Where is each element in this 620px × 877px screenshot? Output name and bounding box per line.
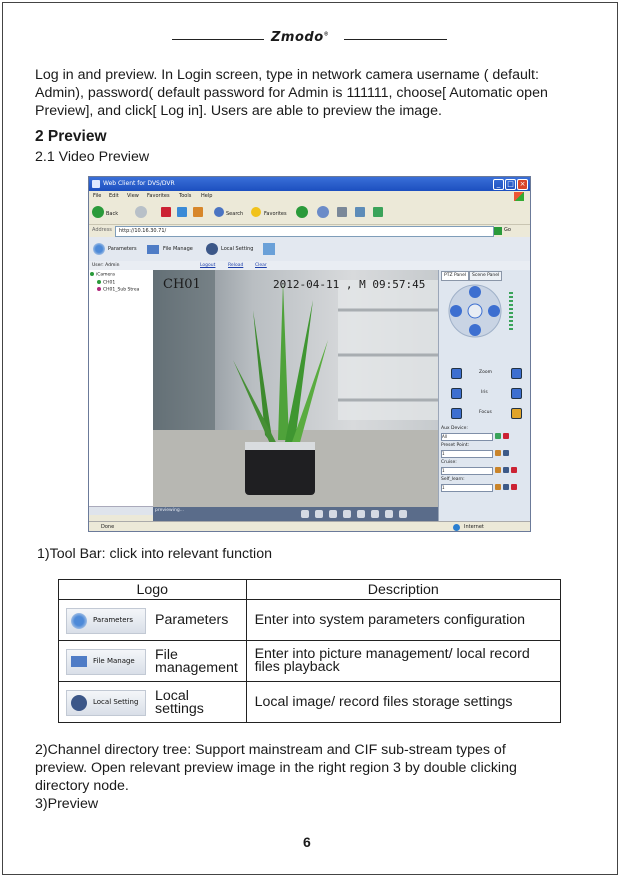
- stop-icon[interactable]: [161, 207, 171, 217]
- preset-point-select[interactable]: [441, 450, 493, 458]
- outro-line-1: 2)Channel directory tree: Support mainstream and CIF sub-stream types of: [35, 742, 506, 758]
- tree-item-ch01-sub[interactable]: [97, 287, 139, 293]
- badge-label: Local Setting: [93, 698, 139, 706]
- refresh-icon[interactable]: [177, 207, 187, 217]
- timestamp-overlay: 2012-04-11 , M 09:57:45: [273, 278, 426, 291]
- edit-icon[interactable]: [355, 207, 365, 217]
- iris-label: Iris: [481, 390, 488, 395]
- window-title: Web Client for DVS/DVR: [103, 180, 175, 187]
- channel-icon: [97, 280, 101, 284]
- channel-tree: [89, 270, 154, 515]
- logo-cell: [59, 641, 247, 682]
- user-bar: [89, 261, 530, 270]
- ptz-panel: [438, 270, 531, 521]
- aux-device-label: Aux Device:: [441, 426, 468, 431]
- description-cell: [246, 600, 560, 641]
- preset-point-label: Preset Point:: [441, 443, 470, 448]
- intro-line-2: Admin), password( default password for Admin is 111111, choose[ Automatic open: [35, 85, 548, 101]
- tree-root-label: iCamera: [96, 272, 115, 278]
- table-header-row: [59, 580, 561, 600]
- status-done: Done: [101, 524, 115, 530]
- self-learn-label: Self_learn:: [441, 477, 465, 482]
- print-icon[interactable]: [337, 207, 347, 217]
- address-label: Address: [92, 227, 112, 233]
- app-toolbar: [89, 237, 530, 262]
- description-line: Local image/ record files storage settings: [254, 693, 513, 710]
- intro-line-1: Log in and preview. In Login screen, type in network camera username ( default:: [35, 67, 539, 83]
- toolbar-local-setting[interactable]: Local Setting: [221, 246, 254, 252]
- cruise-edit-icon[interactable]: [495, 467, 501, 473]
- intro-line-3: Preview], and click[ Log in]. Users are able to preview the image.: [35, 103, 442, 119]
- header-rule-left: [172, 39, 264, 40]
- local-setting-icon[interactable]: [206, 243, 218, 255]
- home-icon[interactable]: [193, 207, 203, 217]
- logo-name-line-2: management: [155, 660, 238, 676]
- preset-edit-icon[interactable]: [495, 450, 501, 456]
- logo-name-line-1: Local: [155, 688, 189, 704]
- go-button[interactable]: Go: [504, 227, 511, 233]
- outro-line-3: directory node.: [35, 778, 129, 794]
- browser-nav-toolbar: [89, 202, 530, 225]
- iris-open-icon[interactable]: [511, 388, 522, 399]
- search-icon[interactable]: [214, 207, 224, 217]
- section-title: 2 Preview: [35, 128, 107, 145]
- description-cell: [246, 682, 560, 723]
- preset-call-icon[interactable]: [503, 450, 509, 456]
- zoom-in-icon[interactable]: [511, 368, 522, 379]
- stop-preview-icon[interactable]: [399, 510, 407, 518]
- description-line: Enter into picture management/ local record: [254, 646, 530, 662]
- aux-device-value: All: [442, 434, 447, 439]
- file-manage-folder-icon: [71, 656, 87, 667]
- toolbar-caption: 1)Tool Bar: click into relevant function: [37, 546, 272, 562]
- speed-slider[interactable]: [509, 292, 513, 332]
- favorites-star-icon[interactable]: [251, 207, 261, 217]
- header-logo: Logo: [59, 580, 247, 600]
- cruise-start-icon[interactable]: [503, 467, 509, 473]
- brightness-icon[interactable]: [329, 510, 337, 518]
- focus-far-icon[interactable]: [511, 408, 522, 419]
- cruise-value: 1: [442, 468, 445, 473]
- toolbar-parameters[interactable]: Parameters: [108, 246, 137, 252]
- ptz-right-icon[interactable]: [488, 305, 500, 317]
- web-client-screenshot: [88, 176, 531, 532]
- badge-label: Parameters: [93, 616, 134, 624]
- go-arrow-icon[interactable]: [494, 227, 502, 235]
- logo-name: Parameters: [155, 612, 229, 628]
- address-input[interactable]: [115, 226, 494, 237]
- cruise-select[interactable]: [441, 467, 493, 475]
- clear-link[interactable]: Clear: [255, 263, 267, 268]
- tree-horizontal-scrollbar[interactable]: [89, 506, 153, 515]
- parameters-gear-icon: [71, 613, 87, 629]
- focus-near-icon[interactable]: [451, 408, 462, 419]
- cruise-stop-icon[interactable]: [511, 467, 517, 473]
- header-description: Description: [246, 580, 560, 600]
- table-row: [59, 682, 561, 723]
- logo-cell: [59, 682, 247, 723]
- substream-icon: [97, 287, 101, 291]
- windows-flag-icon: [514, 192, 524, 201]
- ptz-direction-pad[interactable]: [447, 283, 503, 339]
- logo-name-line-1: File: [155, 647, 178, 663]
- favorites-button[interactable]: Favorites: [264, 211, 287, 217]
- menu-view[interactable]: View: [127, 193, 139, 199]
- channel-overlay: CH01: [163, 277, 201, 292]
- self-learn-start-icon[interactable]: [503, 484, 509, 490]
- header-rule-right: [344, 39, 447, 40]
- tree-item-ch01[interactable]: [97, 280, 115, 286]
- focus-label: Focus: [479, 410, 492, 415]
- internet-globe-icon: [453, 524, 460, 531]
- reload-link[interactable]: Reload: [228, 263, 244, 268]
- cruise-label: Cruise:: [441, 460, 457, 465]
- browser-status-bar: [89, 521, 530, 532]
- forward-arrow-icon[interactable]: [135, 206, 147, 218]
- zoom-out-icon[interactable]: [451, 368, 462, 379]
- self-learn-stop-icon[interactable]: [511, 484, 517, 490]
- page-number: 6: [303, 834, 311, 850]
- description-line: files playback: [254, 659, 340, 675]
- aux-off-icon[interactable]: [503, 433, 509, 439]
- tab-scene-panel[interactable]: Scene Panel: [469, 271, 502, 281]
- ptz-up-icon[interactable]: [469, 286, 481, 298]
- minimize-icon[interactable]: _: [493, 179, 504, 190]
- self-learn-edit-icon[interactable]: [495, 484, 501, 490]
- aux-device-select[interactable]: [441, 433, 493, 441]
- ptz-left-icon[interactable]: [450, 305, 462, 317]
- menu-edit[interactable]: Edit: [109, 193, 119, 199]
- settings-gear-icon[interactable]: [371, 510, 379, 518]
- logout-link[interactable]: Logout: [200, 263, 216, 268]
- tree-item-label: CH01_Sub Strea: [103, 287, 140, 293]
- menu-favorites[interactable]: Favorites: [147, 193, 170, 199]
- contrast-icon[interactable]: [343, 510, 351, 518]
- file-manage-folder-icon[interactable]: [147, 245, 159, 254]
- status-internet: Internet: [464, 524, 484, 530]
- search-button[interactable]: Search: [226, 211, 244, 217]
- table-row: [59, 641, 561, 682]
- video-preview[interactable]: [153, 270, 438, 507]
- file-manage-badge: [66, 649, 146, 675]
- record-icon[interactable]: [315, 510, 323, 518]
- audio-icon[interactable]: [357, 510, 365, 518]
- preset-point-value: 1: [442, 451, 445, 456]
- previewing-status: previewing...: [155, 508, 184, 513]
- pot-rim: [245, 442, 315, 450]
- iris-close-icon[interactable]: [451, 388, 462, 399]
- toolbar-file-manage[interactable]: File Manage: [163, 246, 193, 252]
- description-cell: [246, 641, 560, 682]
- address-value: http://10.16.30.71/: [119, 228, 167, 234]
- local-setting-badge: [66, 690, 146, 716]
- logo-name-line-2: settings: [155, 701, 204, 717]
- maximize-icon[interactable]: □: [505, 179, 516, 190]
- user-label: User: Admin: [92, 263, 120, 268]
- tree-root[interactable]: [90, 272, 115, 278]
- outro-line-4: 3)Preview: [35, 796, 99, 812]
- messenger-icon[interactable]: [373, 207, 383, 217]
- zoom-label: Zoom: [479, 370, 492, 375]
- ptz-center-icon[interactable]: [468, 304, 482, 318]
- tab-ptz-panel[interactable]: PTZ Panel: [441, 271, 469, 281]
- history-icon[interactable]: [296, 206, 308, 218]
- layout-icon[interactable]: [385, 510, 393, 518]
- camera-root-icon: [90, 272, 94, 276]
- address-bar: [89, 224, 530, 237]
- close-icon[interactable]: ×: [517, 179, 528, 190]
- video-frame: [153, 270, 438, 507]
- window-titlebar: [89, 177, 530, 191]
- section-subtitle: 2.1 Video Preview: [35, 149, 150, 165]
- back-button[interactable]: Back: [106, 211, 119, 217]
- ptz-down-icon[interactable]: [469, 324, 481, 336]
- self-learn-value: 1: [442, 485, 445, 490]
- menu-file[interactable]: File: [93, 193, 102, 199]
- self-learn-select[interactable]: [441, 484, 493, 492]
- menu-bar: [89, 191, 530, 202]
- aux-on-icon[interactable]: [495, 433, 501, 439]
- brand-logo: Zmodo®: [271, 30, 330, 45]
- outro-line-2: preview. Open relevant preview image in the right region 3 by double clicking: [35, 760, 517, 776]
- menu-tools[interactable]: Tools: [179, 193, 192, 199]
- logo-cell: [59, 600, 247, 641]
- table-row: [59, 600, 561, 641]
- mail-icon[interactable]: [317, 206, 329, 218]
- badge-label: File Manage: [93, 657, 135, 665]
- menu-help[interactable]: Help: [201, 193, 213, 199]
- local-setting-icon: [71, 695, 87, 711]
- tree-item-label: CH01: [103, 280, 116, 286]
- ie-icon: [92, 180, 100, 188]
- extra-tool-icon[interactable]: [263, 243, 275, 255]
- plant-pot: [245, 445, 315, 495]
- parameters-gear-icon[interactable]: [93, 243, 105, 255]
- video-toolbar: [153, 507, 438, 521]
- description-line: Enter into system parameters configuration: [254, 611, 526, 628]
- snapshot-icon[interactable]: [301, 510, 309, 518]
- back-arrow-icon[interactable]: [92, 206, 104, 218]
- toolbar-logo-table: [58, 579, 561, 723]
- parameters-badge: [66, 608, 146, 634]
